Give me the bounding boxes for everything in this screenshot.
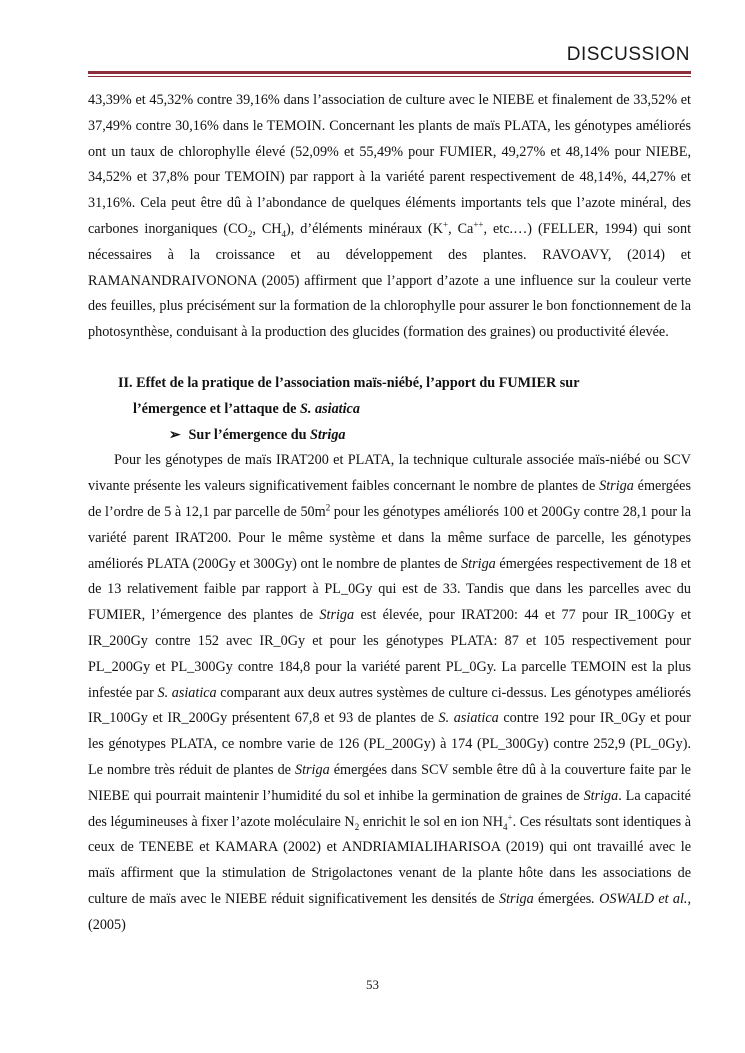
text-run: Sur l’émergence du	[188, 426, 311, 443]
italic-species: Striga	[319, 607, 355, 624]
subsection-heading	[88, 423, 691, 449]
subscript: 4	[281, 228, 287, 239]
text-run: pour les génotypes améliorés 100 et 200Gy contre 28,1 pour la variété parent IRAT200. Pour le même système et dans la même surface de parcelle, les génotypes améliorés PLATA (200Gy et 300Gy) ont le nombre de plantes de	[88, 503, 691, 572]
text-run: 43,39% et 45,32% contre 39,16% dans l’association de culture avec le NIEBE et finalement de 33,52% et 37,49% contre 30,16% dans le TEMOIN. Concernant les plants de maïs PLATA, les génotypes améliorés ont un taux de chlorophylle élevé (52,09% et 55,49% pour FUMIER, 49,27% et 48,14% pour NIEBE, 34,52% et 37,8% pour TEMOIN) par rapport à la variété parent respectivement de 48,14%, 44,27% et 31,16%. Cela peut être dû à l’abondance de quelques éléments importants tels que l’azote minéral, des carbones inorganiques (CO	[88, 92, 691, 237]
paragraph-chlorophyll	[88, 88, 691, 346]
text-run: contre 192 pour IR_0Gy et pour les génotypes PLATA, ce nombre varie de 126 (PL_200Gy) à 174 (PL_300Gy) contre 252,9 (PL_0Gy). Le nombre très réduit de plantes de	[88, 710, 691, 778]
body-text	[88, 88, 691, 939]
section-heading	[88, 371, 691, 423]
text-run: . La capacité des légumineuses à fixer l’azote moléculaire N	[88, 787, 691, 830]
section-header-title: DISCUSSION	[566, 44, 690, 65]
italic-species: Striga	[461, 555, 496, 572]
text-run: est élevée, pour IRAT200: 44 et 77 pour IR_100Gy et IR_200Gy contre 152 avec IR_0Gy et pour les génotypes PLATA: 87 et 105 respectivement pour PL_200Gy et PL_300Gy contre 184,8 pour la variété parent PL_0Gy. La parcelle TEMOIN est la plus infestée par	[88, 607, 692, 701]
subscript: 2	[354, 821, 360, 832]
paragraph-striga-emergence	[88, 448, 691, 938]
spacer	[88, 346, 691, 371]
text-run: comparant aux deux autres systèmes de culture ci-dessus. Les génotypes améliorés IR_100Gy et IR_200Gy présentent 67,8 et 93 de plantes de	[88, 684, 691, 727]
italic-etal: al.,	[672, 890, 692, 907]
text-run: émergées dans SCV semble être dû à la couverture faite par le NIEBE qui pourrait maintenir l’humidité du sol et inhibe la germination de graines de	[88, 761, 691, 804]
superscript: ++	[473, 219, 484, 230]
italic-species: Striga	[310, 426, 346, 443]
text-run: Pour les génotypes de maïs IRAT200 et PLATA, la technique culturale associée maïs-niébé ou SCV vivante présente les valeurs significativement faibles concernant le nombre de plantes de	[88, 452, 691, 495]
superscript: +	[442, 219, 449, 230]
text-run: émergées de l’ordre de 5 à 12,1 par parcelle de 50m	[88, 478, 691, 520]
header-rule-thin	[88, 76, 691, 77]
arrow-bullet-icon: ➢	[169, 426, 181, 443]
text-run: , etc.…) (FELLER, 1994) qui sont nécessaires à la croissance et au développement des plantes. RAVOAVY, (2014) et RAMANANDRAIVONONA (2005) affirment que l’apport d’azote a une influence sur la couleur verte des feuilles, plus précisément sur la formation de la chlorophylle pour assurer le bon fonctionnement de la photosynthèse, conduisant à la production des glucides (formation des graines) ou productivité élevée.	[88, 220, 692, 341]
italic-species: Striga	[599, 478, 634, 495]
text-run: , CH	[252, 220, 282, 237]
text-run: émergées respectivement de 18 et de 13 relativement faible par rapport à PL_0Gy qui est de 33. Tandis que dans les parcelles avec du FUMIER, l’émergence des plantes de	[88, 555, 691, 624]
italic-punctuation: . OSWALD et	[591, 890, 673, 907]
text-run: (2005)	[88, 916, 126, 933]
heading-line-1: II. Effet de la pratique de l’association maïs-niébé, l’apport du FUMIER sur	[118, 374, 580, 391]
text-run: . Ces résultats sont identiques à ceux de TENEBE et KAMARA (2002) et ANDRIAMIALIHARISOA (2019) qui ont travaillé avec le maïs affirment que la stimulation de Strigolactones venant de la plante hôte dans les associations de culture de maïs avec le NIEBE réduit significativement les densités de	[88, 813, 692, 907]
italic-species: S. asiatica	[300, 400, 360, 417]
italic-species: S. asiatica	[438, 710, 499, 727]
superscript: 2	[325, 502, 331, 513]
text-run: , Ca	[448, 220, 474, 237]
italic-species: Striga	[499, 890, 534, 907]
subscript: 4	[503, 821, 508, 832]
text-run: ), d’éléments minéraux (K	[286, 220, 443, 237]
text-run: l’émergence et l’attaque de	[133, 400, 301, 417]
italic-species: Striga	[583, 787, 619, 804]
text-run: émergées	[533, 890, 592, 907]
italic-species: Striga	[295, 761, 330, 778]
text-run: enrichit le sol en ion NH	[359, 813, 503, 830]
page-number: 53	[366, 977, 379, 992]
heading-line-2	[118, 397, 691, 423]
italic-species: S. asiatica	[157, 684, 217, 701]
superscript: +	[507, 811, 513, 822]
subscript: 2	[247, 228, 253, 239]
header-rule-thick	[88, 71, 691, 74]
